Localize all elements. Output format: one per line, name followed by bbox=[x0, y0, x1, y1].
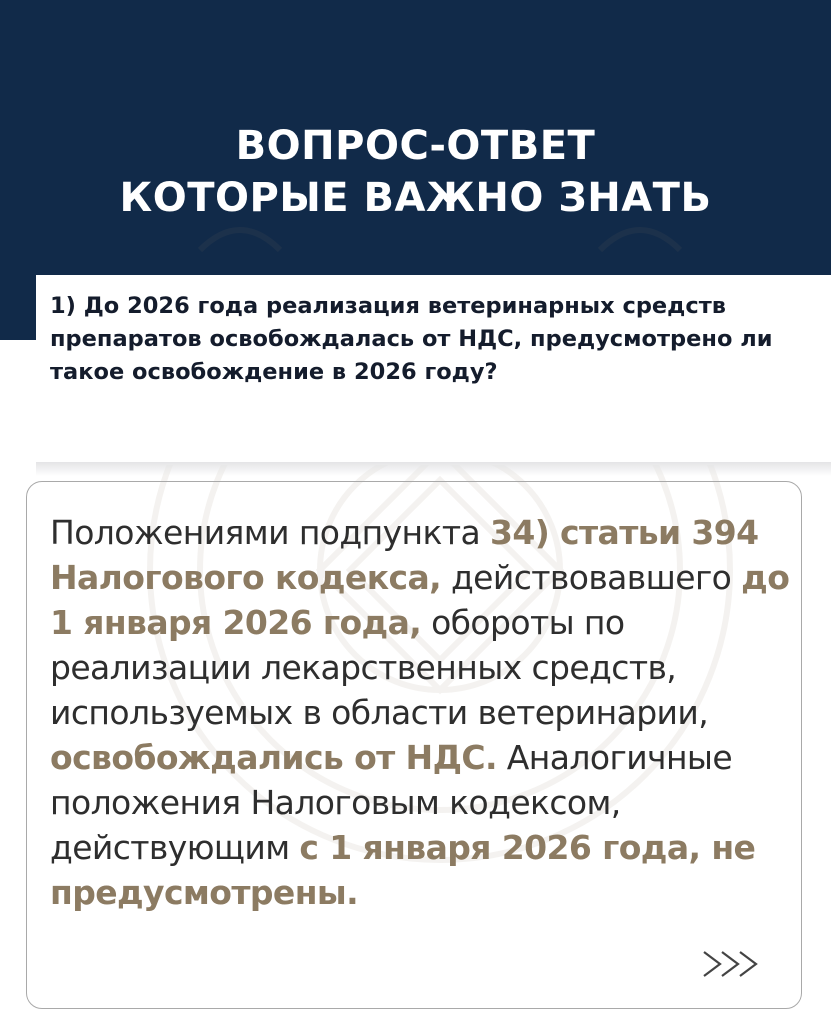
page-title bbox=[0, 120, 831, 224]
double-chevron-right-icon[interactable] bbox=[700, 944, 770, 984]
title-line-2: КОТОРЫЕ ВАЖНО ЗНАТЬ bbox=[119, 175, 712, 221]
answer-text bbox=[50, 510, 790, 915]
answer-segment: Положениями подпункта bbox=[50, 513, 490, 552]
answer-highlight: освобождались от НДС. bbox=[50, 738, 497, 777]
question-card bbox=[36, 275, 831, 465]
question-text: 1) До 2026 года реализация ветеринарных средств препаратов освобождалась от НДС, предусмотрено ли такое освобождение в 2026 году? bbox=[50, 293, 773, 385]
answer-highlight: до 1 января 2026 года, bbox=[50, 558, 790, 642]
answer-segment: Аналогичные положения Налоговым кодексом, действующим bbox=[50, 738, 733, 867]
answer-highlight: с 1 января 2026 года, не предусмотрены. bbox=[50, 828, 756, 912]
question-card-shadow bbox=[36, 462, 831, 476]
answer-segment: действовавшего bbox=[441, 558, 742, 597]
answer-highlight: 34) статьи 394 Налогового кодекса, bbox=[50, 513, 759, 597]
answer-segment: обороты по реализации лекарственных средств, используемых в области ветеринарии, bbox=[50, 603, 709, 732]
title-line-1: ВОПРОС-ОТВЕТ bbox=[235, 123, 596, 169]
